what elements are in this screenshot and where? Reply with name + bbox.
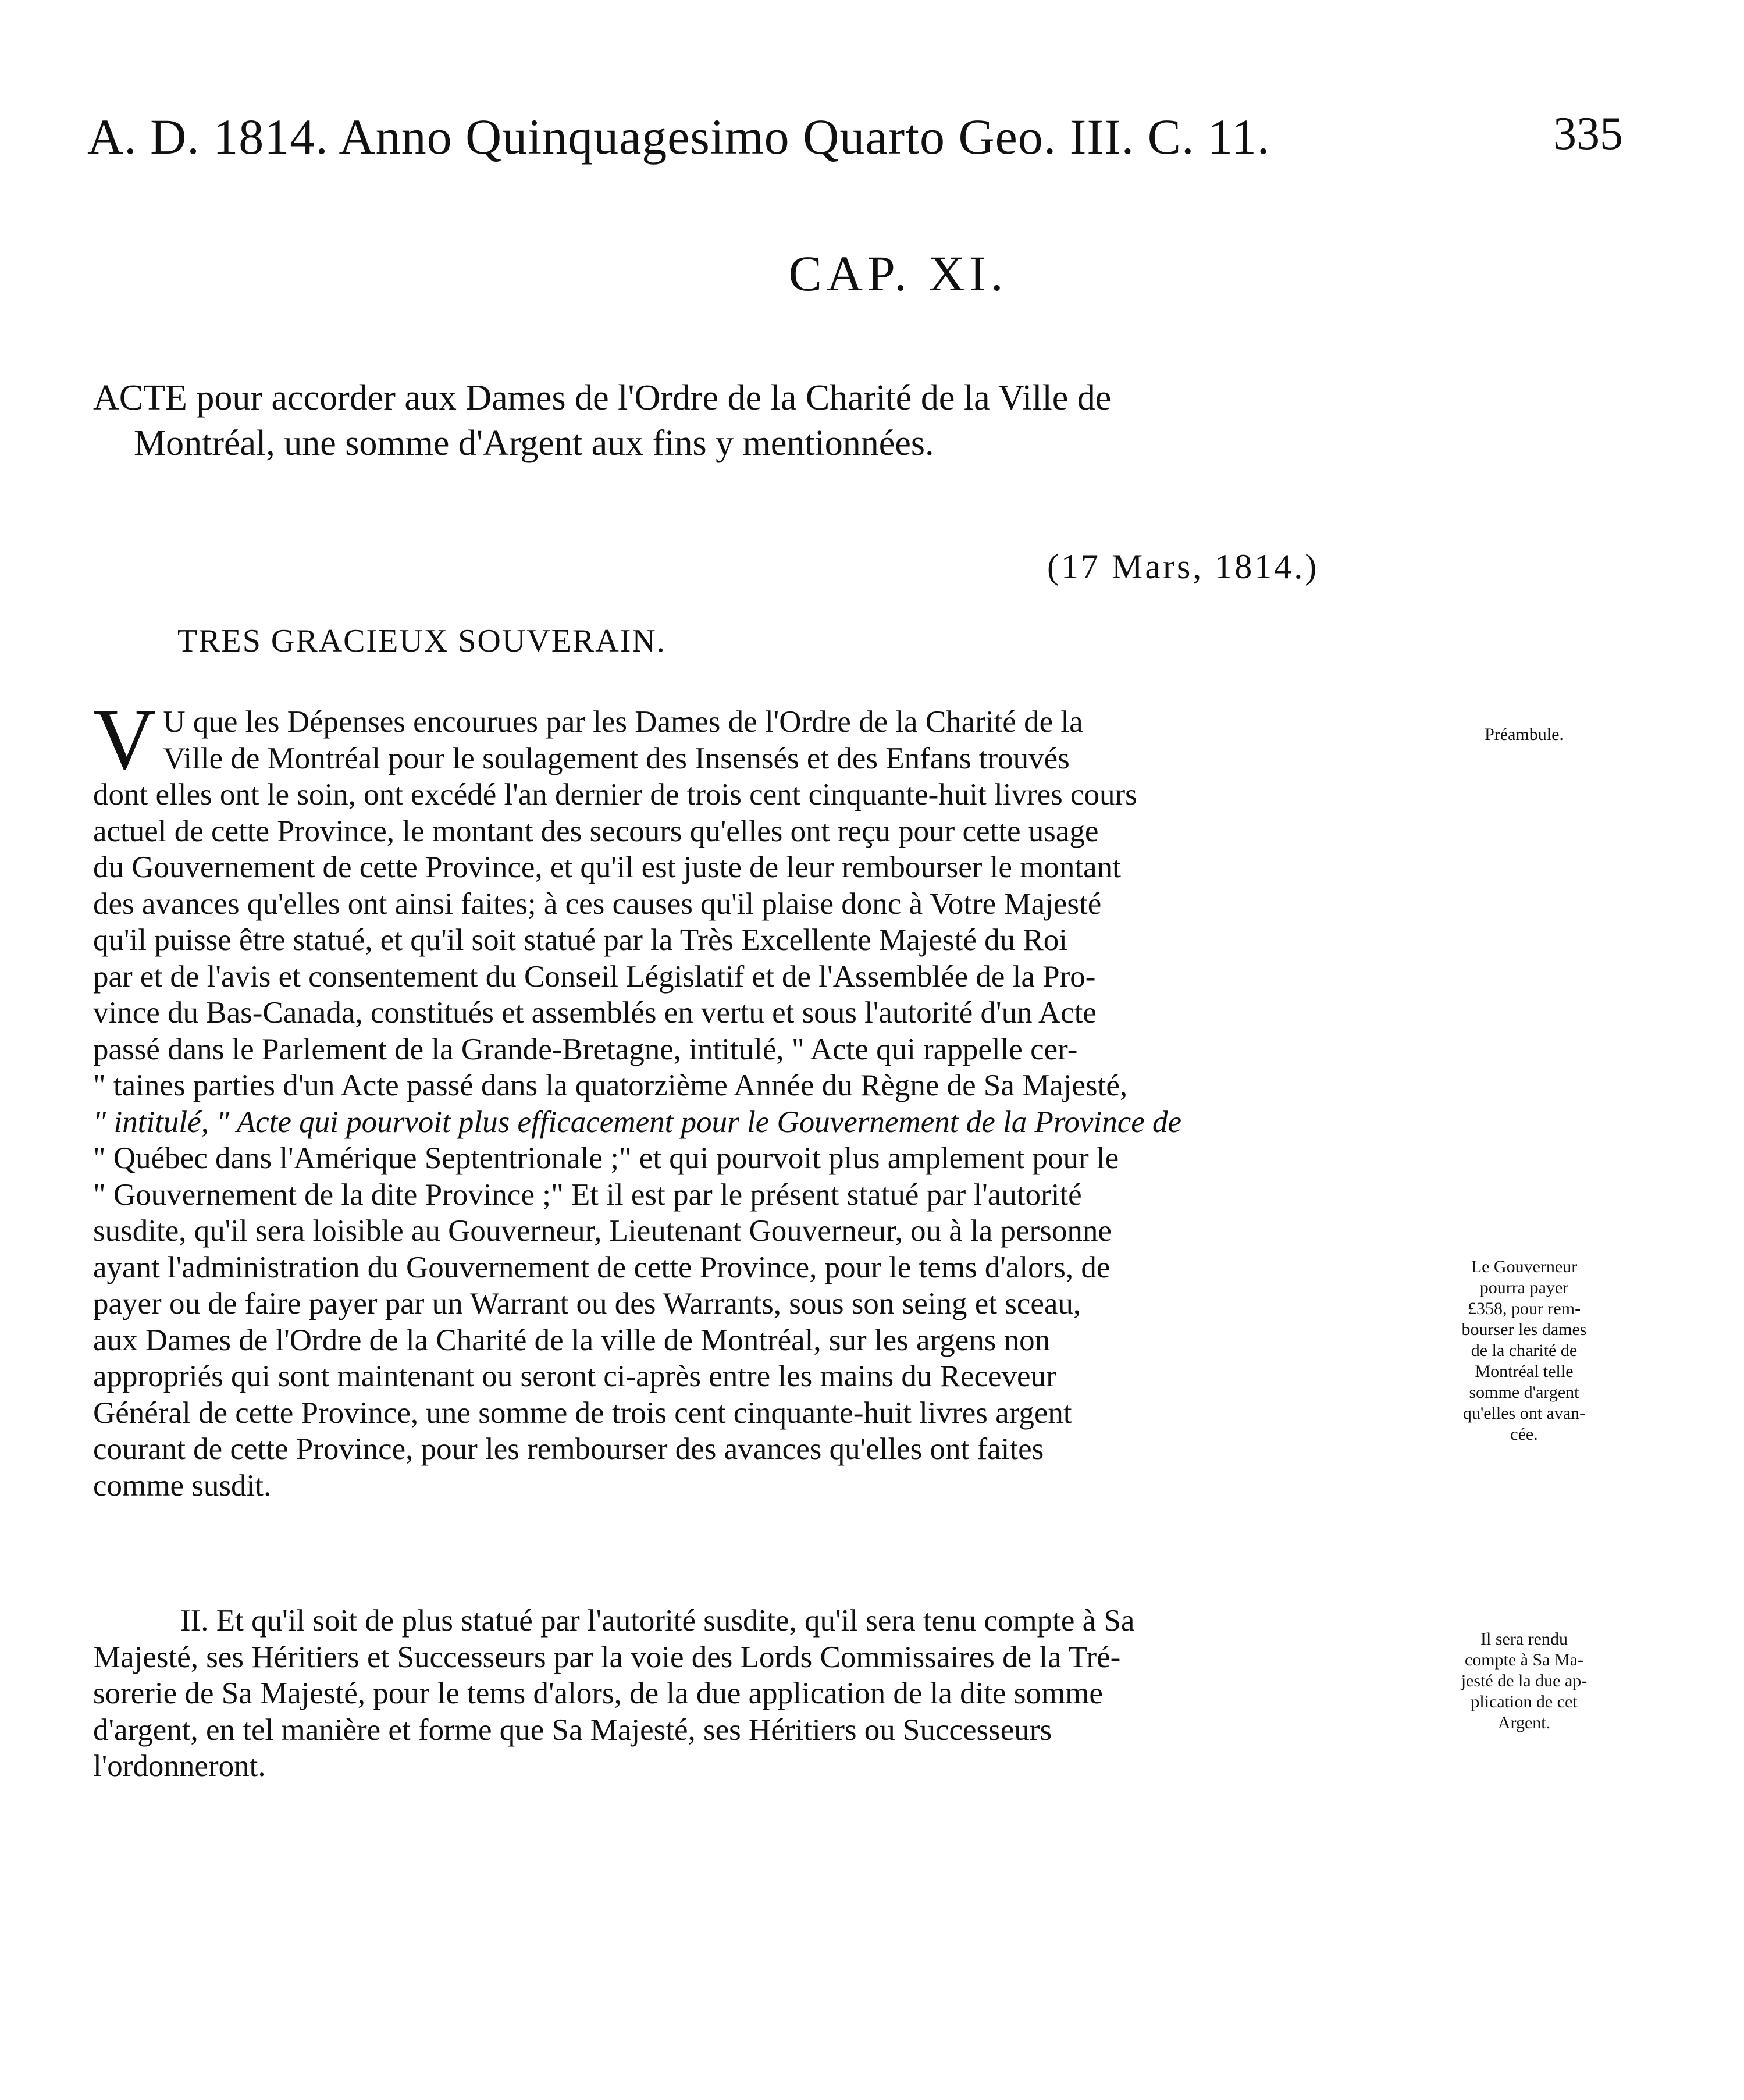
text-line: " Gouvernement de la dite Province ;" Et il est par le présent statué par l'autorité <box>93 1177 1082 1212</box>
marginal-note-governor <box>1425 1257 1623 1445</box>
note-line: pourra payer <box>1479 1278 1569 1297</box>
text-line: comme susdit. <box>93 1468 272 1503</box>
marginal-note-account <box>1425 1629 1623 1734</box>
note-line: bourser les dames <box>1461 1320 1587 1339</box>
drop-cap: V <box>93 691 156 788</box>
text-line: passé dans le Parlement de la Grande-Bretagne, intitulé, " Acte qui rappelle cer- <box>93 1032 1078 1066</box>
note-line: Montréal telle <box>1475 1362 1574 1381</box>
text-line: U que les Dépenses encourues par les Dames de l'Ordre de la Charité de la <box>163 705 1083 739</box>
text-line: aux Dames de l'Ordre de la Charité de la ville de Montréal, sur les argens non <box>93 1323 1051 1357</box>
note-line: plication de cet <box>1471 1692 1578 1711</box>
note-line: jesté de la due ap- <box>1461 1671 1588 1690</box>
text-line: susdite, qu'il sera loisible au Gouverneur, Lieutenant Gouverneur, ou à la personne <box>93 1214 1112 1248</box>
act-title-line-1: ACTE pour accorder aux Dames de l'Ordre de la Charité de la Ville de <box>93 378 1112 418</box>
running-head <box>87 108 1623 177</box>
salutation: TRES GRACIEUX SOUVERAIN. <box>177 623 666 659</box>
paragraph-2 <box>93 1603 1408 1785</box>
paragraph-1 <box>93 691 1408 1504</box>
text-line: dont elles ont le soin, ont excédé l'an dernier de trois cent cinquante-huit livres cours <box>93 778 1137 811</box>
act-title <box>93 375 1419 466</box>
text-line: " taines parties d'un Acte passé dans la quatorzième Année du Règne de Sa Majesté, <box>93 1069 1128 1102</box>
text-line: du Gouvernement de cette Province, et qu'il est juste de leur rembourser le montant <box>93 850 1121 884</box>
text-line: d'argent, en tel manière et forme que Sa Majesté, ses Héritiers ou Successeurs <box>93 1713 1052 1747</box>
act-date: (17 Mars, 1814.) <box>1047 547 1319 586</box>
note-line: £358, pour rem- <box>1467 1299 1581 1318</box>
note-line: Argent. <box>1497 1713 1551 1732</box>
note-line: somme d'argent <box>1469 1383 1579 1402</box>
note-line: cée. <box>1510 1425 1538 1444</box>
text-line: Majesté, ses Héritiers et Successeurs par la voie des Lords Commissaires de la Tré- <box>93 1640 1121 1674</box>
text-line: sorerie de Sa Majesté, pour le tems d'alors, de la due application de la dite somme <box>93 1677 1103 1710</box>
text-line: l'ordonneront. <box>93 1749 266 1783</box>
text-line: par et de l'avis et consentement du Conseil Législatif et de l'Assemblée de la Pro- <box>93 959 1096 994</box>
marginal-note-preamble: Préambule. <box>1485 725 1564 744</box>
note-line: compte à Sa Ma- <box>1464 1650 1584 1670</box>
note-line: qu'elles ont avan- <box>1462 1404 1586 1423</box>
text-line: appropriés qui sont maintenant ou seront ci-après entre les mains du Receveur <box>93 1359 1056 1393</box>
text-line: II. Et qu'il soit de plus statué par l'autorité susdite, qu'il sera tenu compte à Sa <box>180 1604 1135 1638</box>
text-line: " Québec dans l'Amérique Septentrionale ;" et qui pourvoit plus amplement pour le <box>93 1141 1119 1175</box>
text-line: ayant l'administration du Gouvernement de cette Province, pour le tems d'alors, de <box>93 1250 1111 1284</box>
running-title: A. D. 1814. Anno Quinquagesimo Quarto Geo. III. C. 11. <box>87 109 1270 165</box>
text-line: Ville de Montréal pour le soulagement des Insensés et des Enfans trouvés <box>163 741 1070 775</box>
text-line: qu'il puisse être statué, et qu'il soit statué par la Très Excellente Majesté du Roi <box>93 923 1068 957</box>
text-line: actuel de cette Province, le montant des secours qu'elles ont reçu pour cette usage <box>93 814 1099 848</box>
text-line: payer ou de faire payer par un Warrant ou des Warrants, sous son seing et sceau, <box>93 1287 1081 1320</box>
text-line: courant de cette Province, pour les rembourser des avances qu'elles ont faites <box>93 1432 1044 1466</box>
note-line: de la charité de <box>1471 1341 1578 1360</box>
page-number: 335 <box>1553 108 1623 159</box>
text-line-italic: " intitulé, " Acte qui pourvoit plus efficacement pour le Gouvernement de la Province de <box>93 1105 1182 1139</box>
act-title-line-2: Montréal, une somme d'Argent aux fins y mentionnées. <box>134 423 934 463</box>
note-line: Le Gouverneur <box>1471 1257 1578 1276</box>
text-line: vince du Bas-Canada, constitués et assemblés en vertu et sous l'autorité d'un Acte <box>93 996 1097 1030</box>
text-line: Général de cette Province, une somme de trois cent cinquante-huit livres argent <box>93 1396 1072 1430</box>
text-line: des avances qu'elles ont ainsi faites; à ces causes qu'il plaise donc à Votre Majesté <box>93 887 1102 921</box>
note-line: Il sera rendu <box>1480 1629 1568 1649</box>
chapter-heading: CAP. XI. <box>788 245 1008 301</box>
